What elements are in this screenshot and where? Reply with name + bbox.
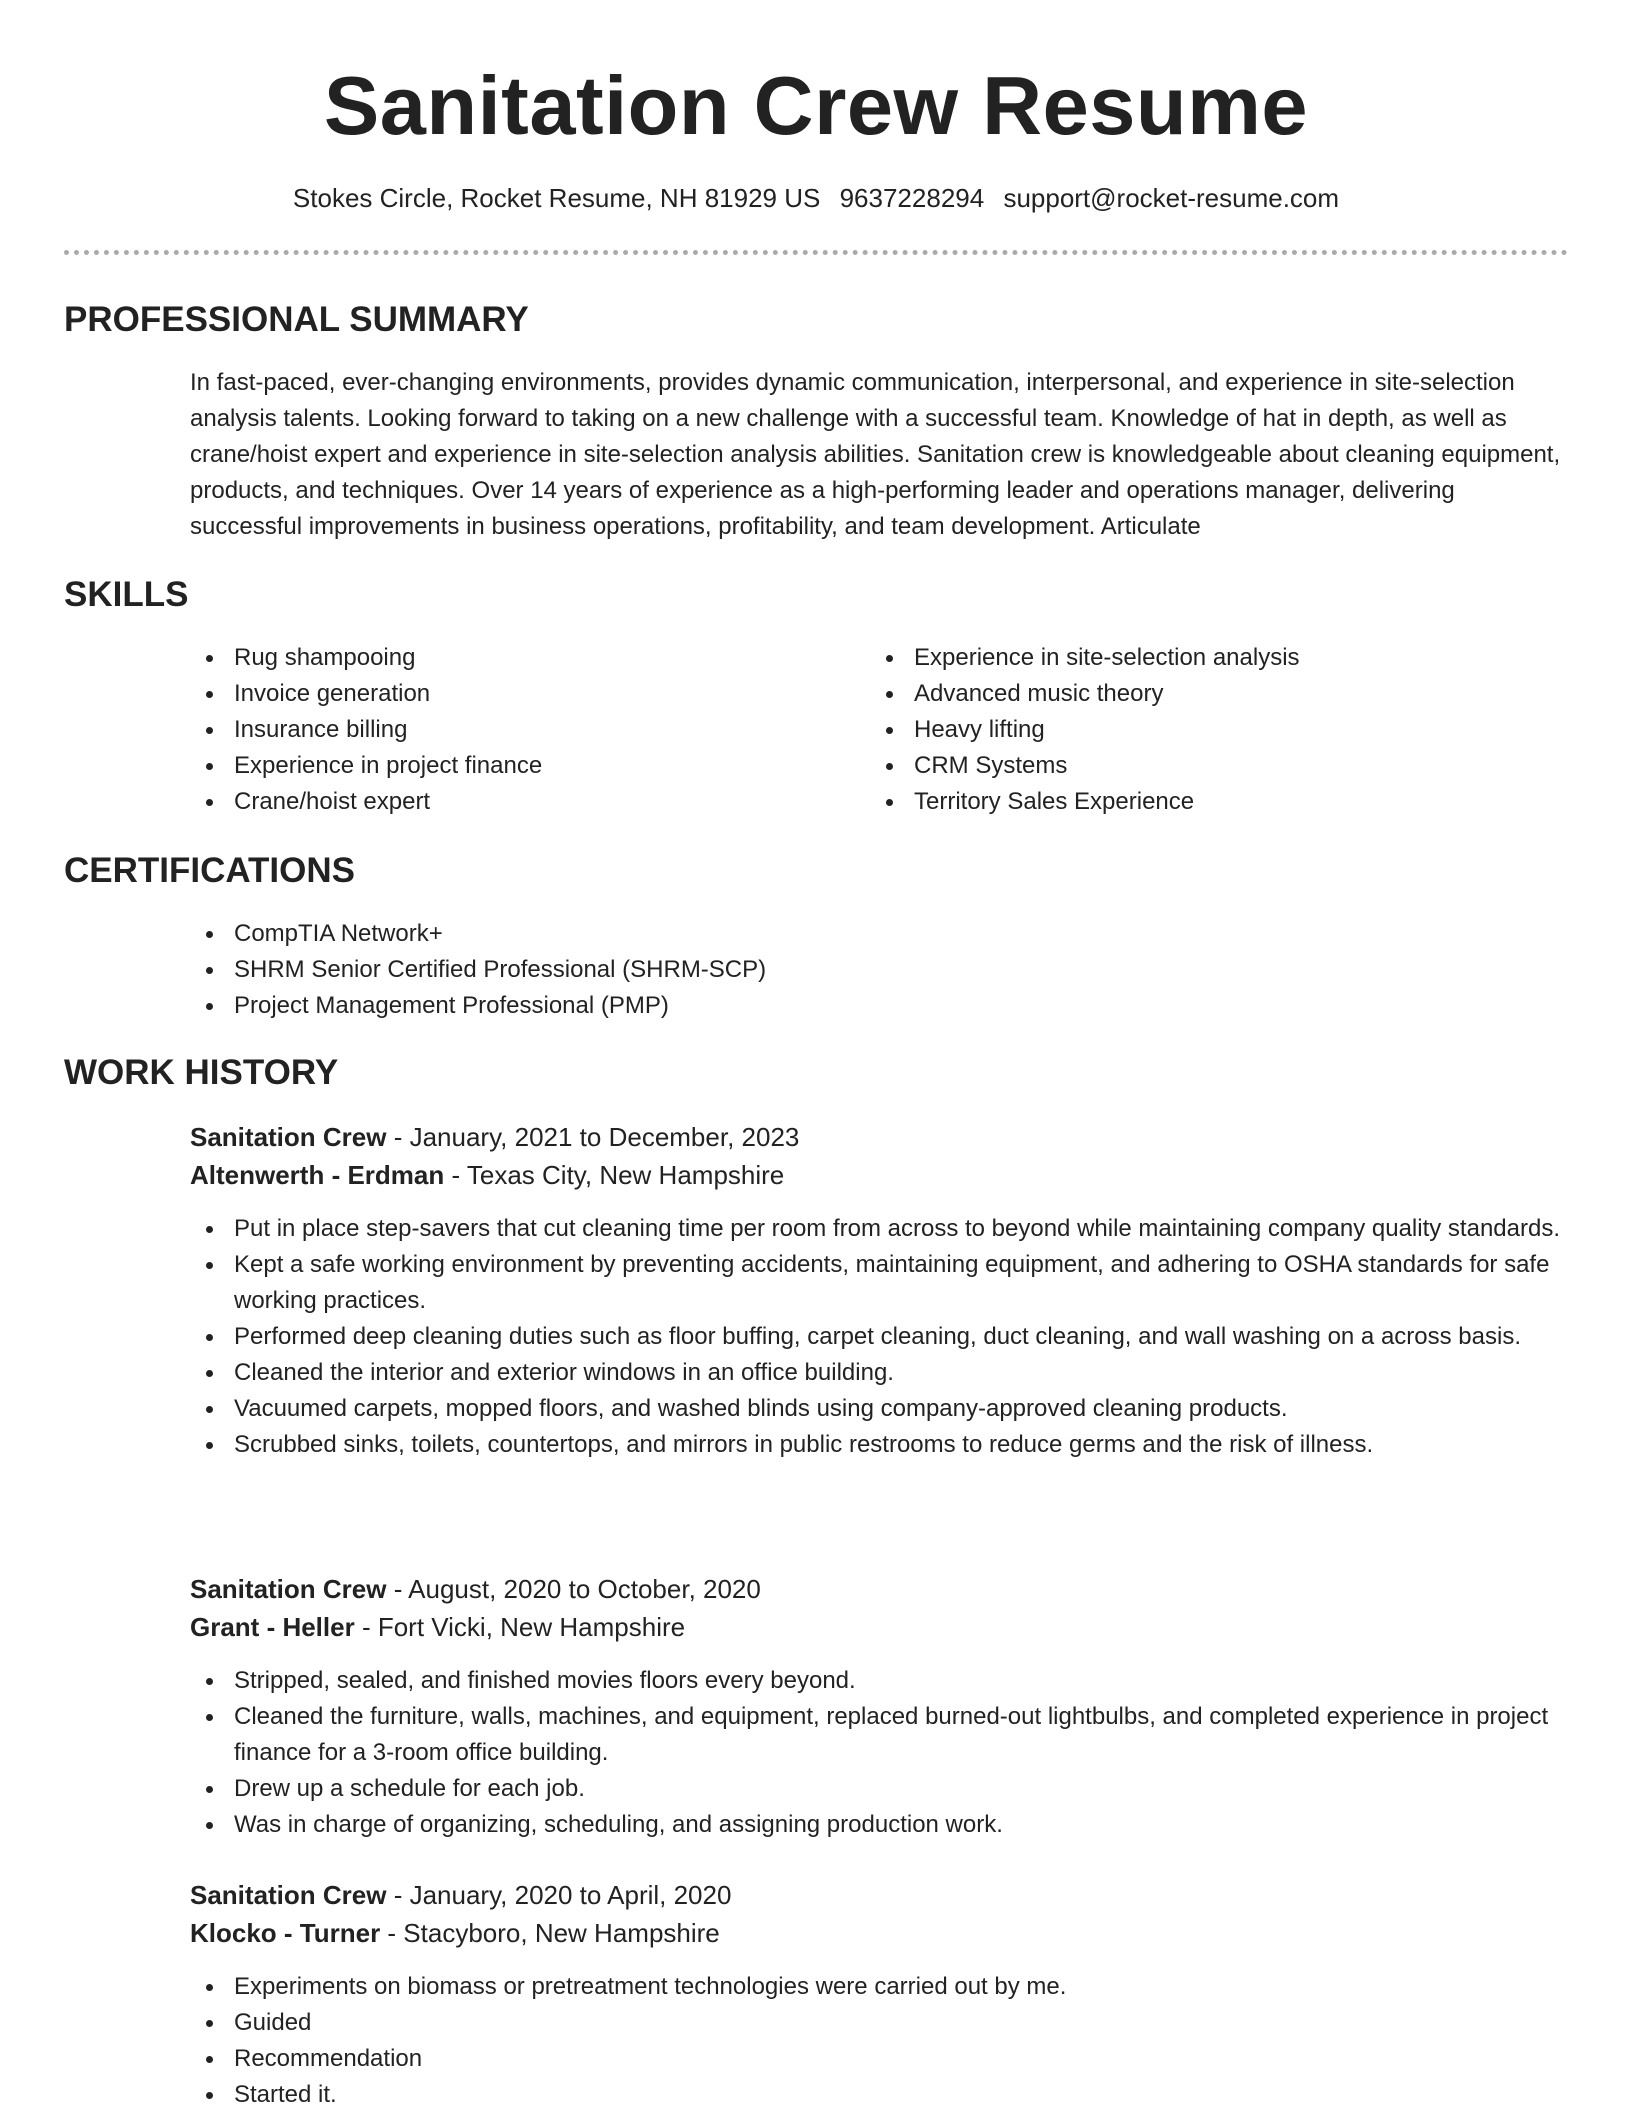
job-bullets (190, 1969, 1570, 2113)
job-title: Sanitation Crew (190, 1880, 387, 1910)
skill-item: Heavy lifting (870, 712, 1530, 748)
certification-item: SHRM Senior Certified Professional (SHRM-SCP) (190, 952, 1570, 988)
job-title-line (190, 1876, 731, 1914)
job-bullet: Scrubbed sinks, toilets, countertops, and mirrors in public restrooms to reduce germs and the risk of illness. (190, 1427, 1570, 1463)
job-bullet: Started it. (190, 2077, 1570, 2113)
skills-list-right (870, 640, 1530, 820)
contact-line (0, 180, 1632, 216)
skill-item: Crane/hoist expert (190, 784, 850, 820)
certifications-list (190, 916, 1570, 1024)
skill-item: CRM Systems (870, 748, 1530, 784)
certification-item: CompTIA Network+ (190, 916, 1570, 952)
job-title: Sanitation Crew (190, 1122, 387, 1152)
skill-item: Rug shampooing (190, 640, 850, 676)
job-bullet: Recommendation (190, 2041, 1570, 2077)
job-bullet: Drew up a schedule for each job. (190, 1771, 1570, 1807)
job-bullet: Cleaned the interior and exterior windows in an office building. (190, 1355, 1570, 1391)
job-dates: - August, 2020 to October, 2020 (386, 1574, 761, 1604)
header-divider (64, 250, 1568, 255)
skill-item: Insurance billing (190, 712, 850, 748)
contact-phone: 9637228294 (839, 183, 985, 213)
job-company-line (190, 1914, 720, 1952)
summary-text: In fast-paced, ever-changing environments, provides dynamic communication, interpersonal, and experience in site-selection analysis talents. Looking forward to taking on a new challenge with a successful team. Knowledge of hat in depth, as well as crane/hoist expert and experience in site-selection analysis abilities. Sanitation crew is knowledgeable about cleaning equipment, products, and techniques. Over 14 years of experience as a high-performing leader and operations manager, delivering successful improvements in business operations, profitability, and team development. Articulate (190, 369, 1561, 540)
job-company: Altenwerth - Erdman (190, 1160, 445, 1190)
job-bullet: Performed deep cleaning duties such as floor buffing, carpet cleaning, duct cleaning, and wall washing on a across basis. (190, 1319, 1570, 1355)
job-company: Grant - Heller (190, 1612, 355, 1642)
job-bullet: Vacuumed carpets, mopped floors, and washed blinds using company-approved cleaning products. (190, 1391, 1570, 1427)
contact-email: support@rocket-resume.com (1003, 183, 1340, 213)
job-dates: - January, 2021 to December, 2023 (386, 1122, 800, 1152)
job-title: Sanitation Crew (190, 1574, 387, 1604)
job-location: - Texas City, New Hampshire (444, 1160, 785, 1190)
skill-item: Territory Sales Experience (870, 784, 1530, 820)
job-bullet: Kept a safe working environment by preventing accidents, maintaining equipment, and adhering to OSHA standards for safe working practices. (190, 1247, 1570, 1319)
skills-heading: SKILLS (64, 575, 189, 614)
skill-item: Experience in project finance (190, 748, 850, 784)
job-bullet: Stripped, sealed, and finished movies floors every beyond. (190, 1663, 1570, 1699)
skill-item: Advanced music theory (870, 676, 1530, 712)
resume-title: Sanitation Crew Resume (323, 59, 1309, 152)
skill-item: Invoice generation (190, 676, 850, 712)
job-company-line (190, 1608, 685, 1646)
skill-item: Experience in site-selection analysis (870, 640, 1530, 676)
job-bullet: Put in place step-savers that cut cleaning time per room from across to beyond while maintaining company quality standards. (190, 1211, 1570, 1247)
summary-heading: PROFESSIONAL SUMMARY (64, 300, 529, 339)
job-bullet: Cleaned the furniture, walls, machines, and equipment, replaced burned-out lightbulbs, and completed experience in project finance for a 3-room office building. (190, 1699, 1570, 1771)
job-location: - Stacyboro, New Hampshire (380, 1918, 720, 1948)
certification-item: Project Management Professional (PMP) (190, 988, 1570, 1024)
job-bullet: Was in charge of organizing, scheduling, and assigning production work. (190, 1807, 1570, 1843)
job-title-line (190, 1118, 799, 1156)
job-dates: - January, 2020 to April, 2020 (386, 1880, 732, 1910)
work-history-heading: WORK HISTORY (64, 1053, 339, 1092)
job-title-line (190, 1570, 761, 1608)
contact-address: Stokes Circle, Rocket Resume, NH 81929 US (292, 183, 821, 213)
certifications-heading: CERTIFICATIONS (64, 851, 356, 890)
job-bullet: Guided (190, 2005, 1570, 2041)
skills-list-left (190, 640, 850, 820)
job-bullets (190, 1211, 1570, 1463)
job-company-line (190, 1156, 784, 1194)
job-company: Klocko - Turner (190, 1918, 381, 1948)
job-bullets (190, 1663, 1570, 1843)
job-bullet: Experiments on biomass or pretreatment technologies were carried out by me. (190, 1969, 1570, 2005)
job-location: - Fort Vicki, New Hampshire (354, 1612, 686, 1642)
